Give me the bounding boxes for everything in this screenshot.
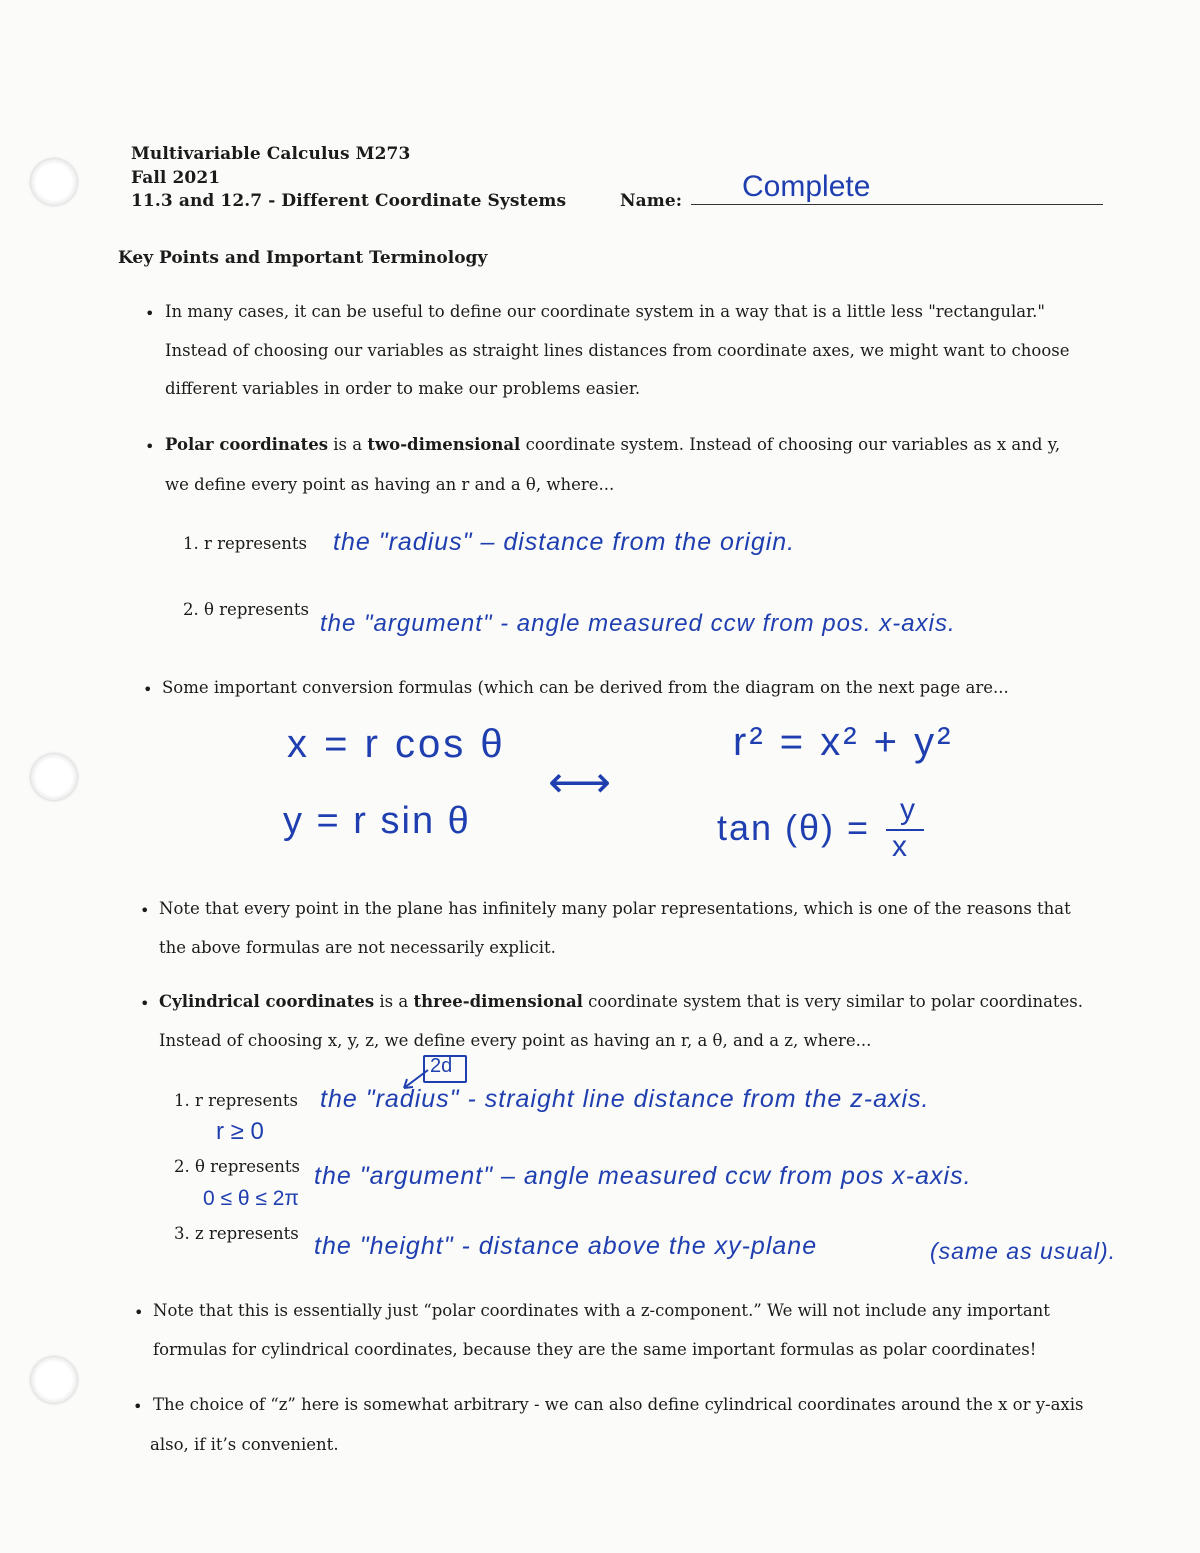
choice-z-line: The choice of “z” here is somewhat arbitrary - we can also define cylindrical coordinates around the x or y-axis: [153, 1395, 1084, 1414]
double-arrow-icon: ⟷: [548, 758, 612, 807]
annotation-2d: 2d: [430, 1055, 453, 1077]
cyl-item2-label: 2. θ represents: [174, 1157, 300, 1176]
intro-line: different variables in order to make our problems easier.: [165, 379, 641, 398]
bullet: •: [140, 994, 150, 1013]
punch-hole: [31, 754, 77, 800]
course-title: Multivariable Calculus M273: [131, 144, 411, 164]
dimension-term: three-dimensional: [413, 992, 583, 1011]
text: is a: [328, 435, 368, 454]
text: coordinate system. Instead of choosing our variables as x and y,: [520, 435, 1061, 454]
cyl-item1-answer: the "radius" - straight line distance from the z-axis.: [320, 1085, 930, 1113]
name-label: Name:: [620, 191, 683, 211]
bullet: •: [133, 1397, 143, 1416]
polar-item2-label: 2. θ represents: [183, 600, 309, 619]
polar-item1-label: 1. r represents: [183, 534, 307, 553]
formula-y: y = r sin θ: [283, 800, 471, 842]
bullet: •: [145, 437, 155, 456]
cyl-item2-constraint: 0 ≤ θ ≤ 2π: [203, 1187, 299, 1210]
bullet: •: [140, 901, 150, 920]
text: is a: [374, 992, 414, 1011]
cyl-item3-answer: the "height" - distance above the xy-plane: [314, 1232, 818, 1260]
polar-item2-answer: the "argument" - angle measured ccw from pos. x-axis.: [320, 610, 956, 637]
formula-tan-left: tan (θ) =: [717, 807, 871, 848]
intro-line: In many cases, it can be useful to define our coordinate system in a way that is a little less "rectangular.": [165, 302, 1045, 321]
text: coordinate system that is very similar to polar coordinates.: [582, 992, 1084, 1011]
intro-line: Instead of choosing our variables as straight lines distances from coordinate axes, we might want to choose: [165, 341, 1070, 360]
bullet: •: [145, 304, 155, 323]
formula-x: x = r cos θ: [287, 722, 506, 766]
name-value: Complete: [742, 170, 871, 203]
formula-r-squared: r² = x² + y²: [733, 720, 954, 764]
polar-definition: [165, 437, 1060, 454]
polar-line2: we define every point as having an r and a θ, where...: [165, 475, 615, 494]
polar-term: Polar coordinates: [165, 435, 329, 454]
cyl-item1-label: 1. r represents: [174, 1091, 298, 1110]
cylindrical-line2: Instead of choosing x, y, z, we define every point as having an r, a θ, and a z, where...: [159, 1031, 872, 1050]
bullet: •: [143, 680, 153, 699]
note-cyl-line: Note that this is essentially just “polar coordinates with a z-component.” We will not include any important: [153, 1301, 1050, 1320]
cylindrical-term: Cylindrical coordinates: [159, 992, 375, 1011]
dimension-term: two-dimensional: [367, 435, 521, 454]
note-polar-line: Note that every point in the plane has infinitely many polar representations, which is one of the reasons that: [159, 899, 1071, 918]
key-points-heading: Key Points and Important Terminology: [118, 248, 488, 268]
name-underline: [691, 204, 1103, 205]
term: Fall 2021: [131, 168, 221, 188]
choice-z-line: also, if it’s convenient.: [150, 1435, 339, 1454]
polar-item1-answer: the "radius" – distance from the origin.: [333, 528, 796, 556]
note-cyl-line: formulas for cylindrical coordinates, because they are the same important formulas as polar coordinates!: [153, 1340, 1037, 1359]
section-title: 11.3 and 12.7 - Different Coordinate Systems: [131, 191, 567, 211]
cyl-item3-label: 3. z represents: [174, 1224, 299, 1243]
note-polar-line: the above formulas are not necessarily explicit.: [159, 938, 556, 957]
conversion-intro: Some important conversion formulas (which can be derived from the diagram on the next page are...: [162, 678, 1009, 697]
cyl-item3-tail: (same as usual).: [930, 1238, 1117, 1264]
formula-tan-denominator: x: [892, 830, 907, 863]
punch-hole: [31, 159, 77, 205]
cyl-item2-answer: the "argument" – angle measured ccw from pos x-axis.: [314, 1162, 972, 1190]
cylindrical-definition: [159, 994, 1083, 1011]
formula-tan-numerator: y: [900, 793, 915, 826]
bullet: •: [134, 1303, 144, 1322]
cyl-item1-constraint: r ≥ 0: [216, 1118, 264, 1145]
punch-hole: [31, 1357, 77, 1403]
